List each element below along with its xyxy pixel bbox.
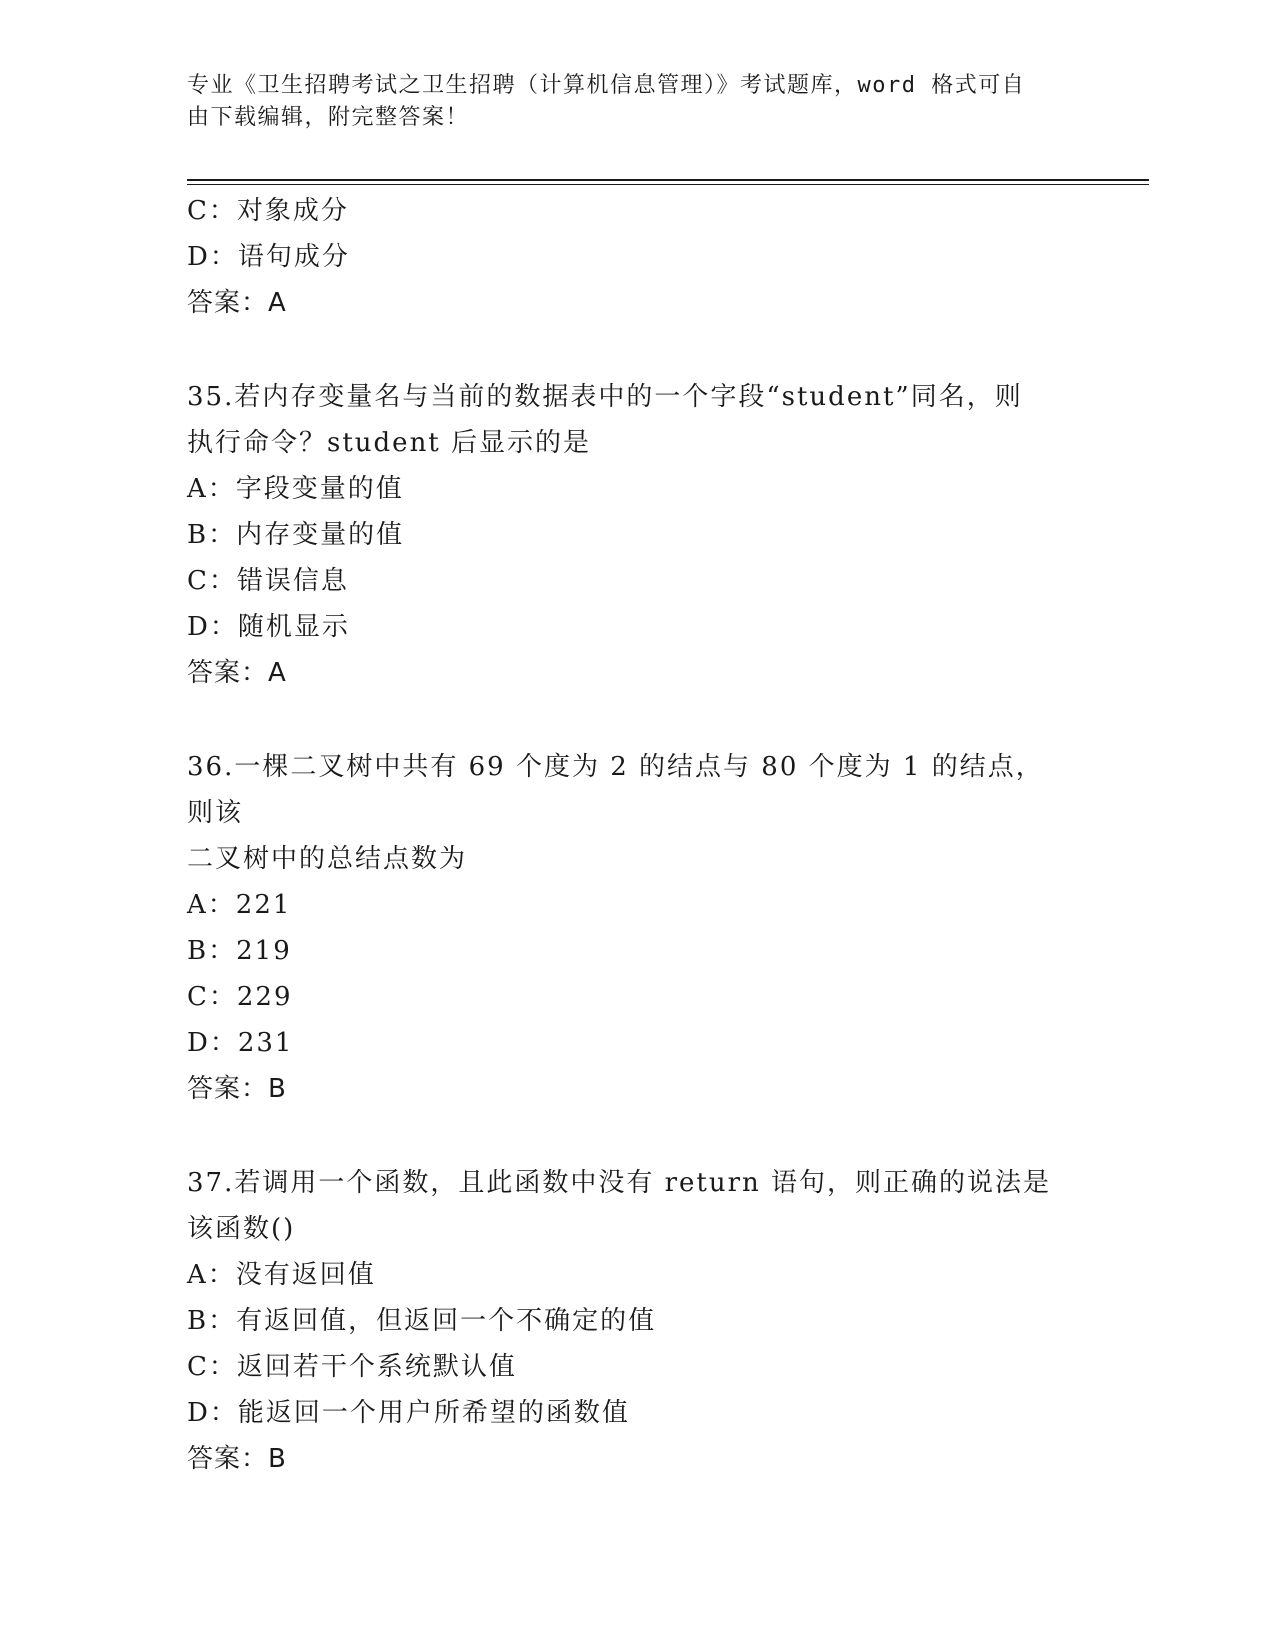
option-b: B：有返回值，但返回一个不确定的值: [187, 1306, 657, 1336]
answer-line: 答案：B: [187, 1074, 287, 1104]
option-a: A：字段变量的值: [187, 474, 404, 504]
document-body: [187, 188, 1087, 1482]
option-b: B：219: [187, 936, 292, 966]
option-d: D：能返回一个用户所希望的函数值: [187, 1398, 630, 1428]
option-a: A：221: [187, 890, 292, 920]
question-text: [187, 744, 1067, 882]
header-divider-thick: [187, 179, 1149, 181]
question-text-line-2: 二叉树中的总结点数为: [187, 844, 468, 874]
question-text: [187, 1160, 1067, 1252]
option-b: B：内存变量的值: [187, 520, 405, 550]
document-header: [187, 70, 1067, 134]
option-a: A：没有返回值: [187, 1260, 376, 1290]
option-d: D：随机显示: [187, 612, 350, 642]
question-text: [187, 374, 1067, 466]
option-c: C：返回若干个系统默认值: [187, 1352, 517, 1382]
question-text-line-1: 36.一棵二叉树中共有 69 个度为 2 的结点与 80 个度为 1 的结点，则该: [187, 752, 1044, 828]
header-line-1: 专业《卫生招聘考试之卫生招聘（计算机信息管理）》考试题库，word 格式可自: [187, 73, 1026, 98]
header-line-2: 由下载编辑，附完整答案！: [187, 105, 470, 130]
question-text-line-1: 35.若内存变量名与当前的数据表中的一个字段“student”同名，则: [187, 382, 1023, 412]
question-text-line-2: 执行命令？student 后显示的是: [187, 428, 592, 458]
question-36: [187, 744, 1087, 1112]
option-c: C：对象成分: [187, 196, 349, 226]
option-d: D：语句成分: [187, 242, 350, 272]
option-d: D：231: [187, 1028, 294, 1058]
previous-question-tail: [187, 188, 1087, 326]
question-35: [187, 374, 1087, 696]
question-37: [187, 1160, 1087, 1482]
answer-line: 答案：A: [187, 288, 287, 318]
answer-line: 答案：B: [187, 1444, 287, 1474]
question-text-line-1: 37.若调用一个函数，且此函数中没有 return 语句，则正确的说法是: [187, 1168, 1052, 1198]
option-c: C：229: [187, 982, 293, 1012]
option-c: C：错误信息: [187, 566, 349, 596]
question-text-line-2: 该函数(): [187, 1214, 296, 1244]
header-divider-thin: [187, 184, 1149, 185]
answer-line: 答案：A: [187, 658, 287, 688]
